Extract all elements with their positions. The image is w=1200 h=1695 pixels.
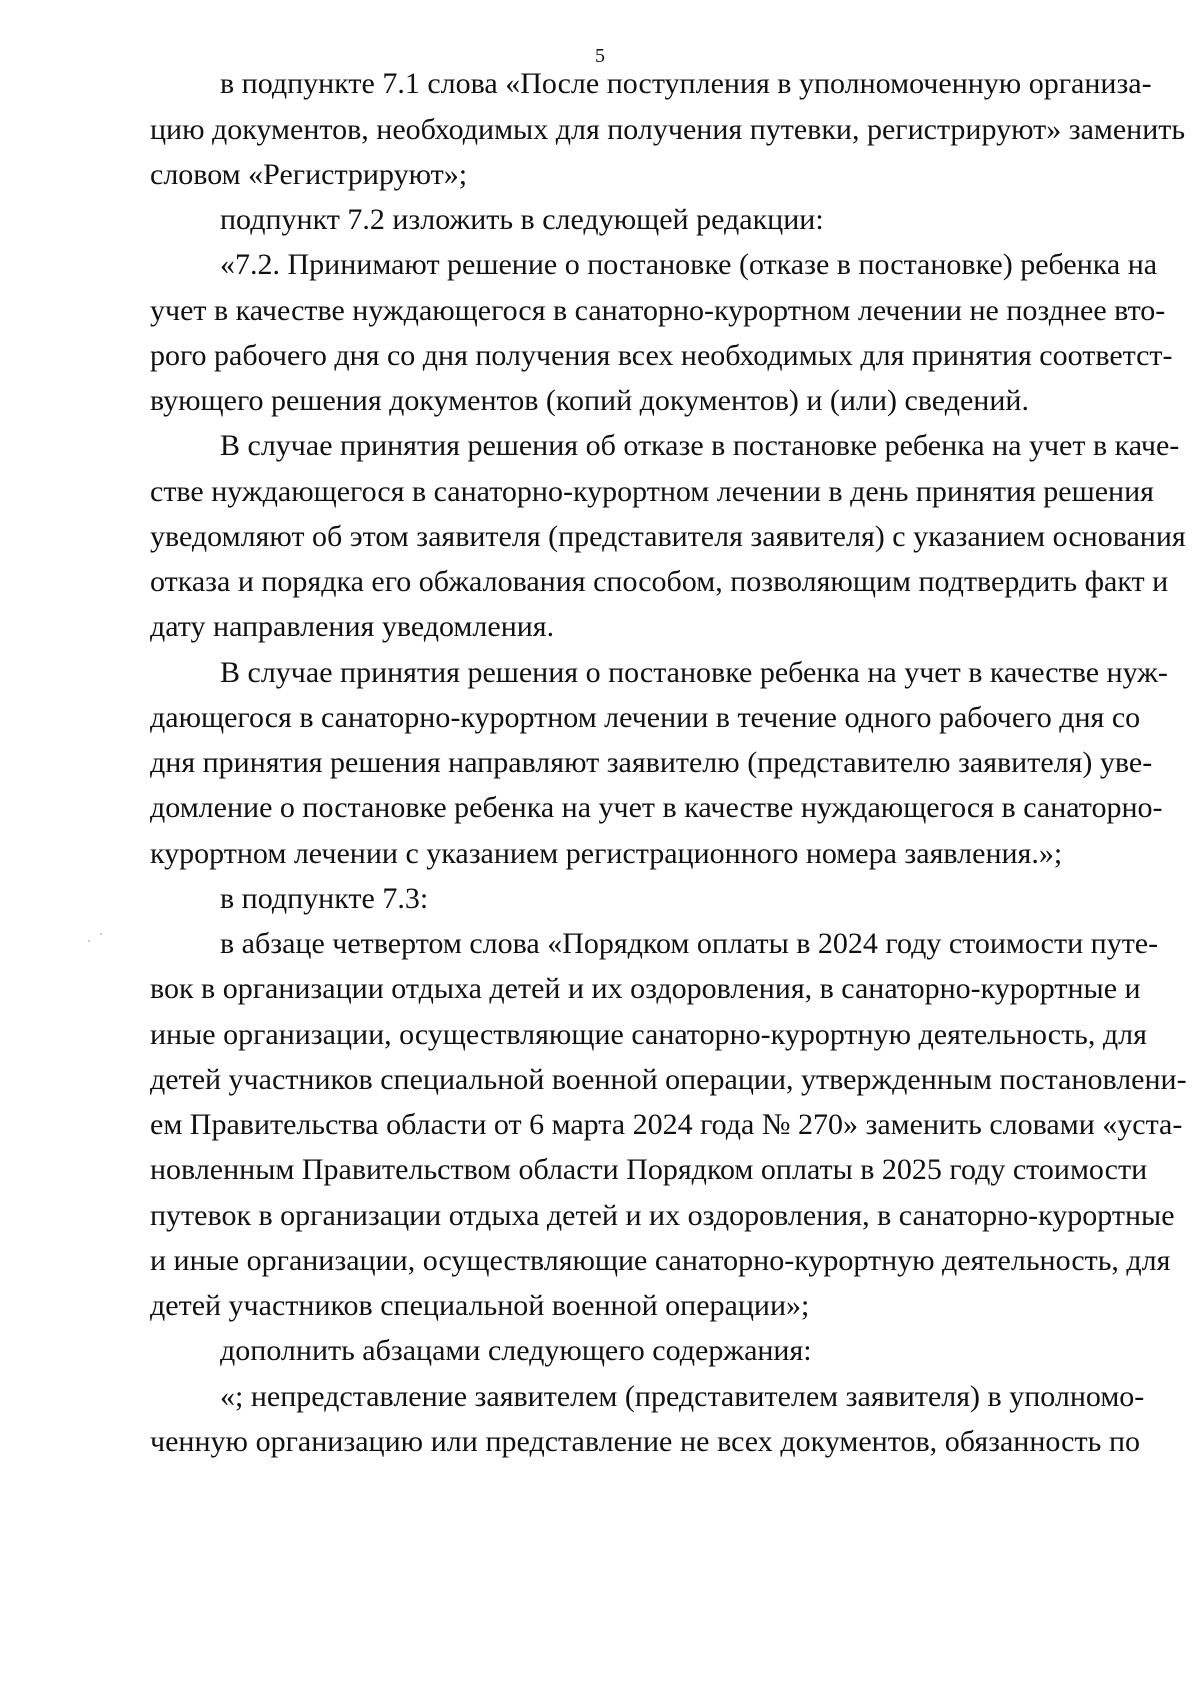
text-line: В случае принятия решения об отказе в постановке ребенка на учет в каче- bbox=[220, 429, 1180, 462]
text-line: ем Правительства области от 6 марта 2024 года № 270» заменить словами «уста- bbox=[150, 1108, 1183, 1141]
text-line: словом «Регистрируют»; bbox=[150, 158, 468, 191]
text-line: вующего решения документов (копий документов) и (или) сведений. bbox=[150, 384, 1029, 417]
text-line: подпункт 7.2 изложить в следующей редакции: bbox=[220, 203, 824, 236]
text-line: ченную организацию или представление не всех документов, обязанность по bbox=[150, 1425, 1140, 1458]
text-line: в подпункте 7.3: bbox=[220, 882, 429, 915]
text-line: путевок в организации отдыха детей и их оздоровления, в санаторно-курортные bbox=[150, 1199, 1175, 1232]
text-line: новленным Правительством области Порядком оплаты в 2025 году стоимости bbox=[150, 1153, 1148, 1186]
text-line: курортном лечении с указанием регистрационного номера заявления.»; bbox=[150, 837, 1063, 870]
text-line: «7.2. Принимают решение о постановке (отказе в постановке) ребенка на bbox=[220, 248, 1158, 281]
text-line: дату направления уведомления. bbox=[150, 610, 555, 643]
text-line: и иные организации, осуществляющие санаторно-курортную деятельность, для bbox=[150, 1244, 1171, 1277]
text-line: учет в качестве нуждающегося в санаторно-курортном лечении не позднее вто- bbox=[150, 294, 1166, 327]
text-line: «; непредставление заявителем (представителем заявителя) в уполномо- bbox=[220, 1380, 1145, 1413]
text-line: отказа и порядка его обжалования способом, позволяющим подтвердить факт и bbox=[150, 565, 1169, 598]
text-line: иные организации, осуществляющие санаторно-курортную деятельность, для bbox=[150, 1018, 1147, 1051]
text-line: домление о постановке ребенка на учет в качестве нуждающегося в санаторно- bbox=[150, 791, 1163, 824]
text-line: в абзаце четвертом слова «Порядком оплаты в 2024 году стоимости путе- bbox=[220, 927, 1159, 960]
text-line: дня принятия решения направляют заявителю (представителю заявителя) уве- bbox=[150, 746, 1153, 779]
scan-speck bbox=[88, 940, 90, 942]
text-line: дополнить абзацами следующего содержания: bbox=[220, 1334, 812, 1367]
text-line: детей участников специальной военной операции»; bbox=[150, 1289, 810, 1322]
text-line: вок в организации отдыха детей и их оздоровления, в санаторно-курортные и bbox=[150, 972, 1141, 1005]
text-line: В случае принятия решения о постановке ребенка на учет в качестве нуж- bbox=[220, 656, 1168, 689]
text-line: рого рабочего дня со дня получения всех необходимых для принятия соответст- bbox=[150, 339, 1173, 372]
scan-speck bbox=[100, 933, 102, 935]
text-line: уведомляют об этом заявителя (представителя заявителя) с указанием основания bbox=[150, 520, 1186, 553]
text-line: дающегося в санаторно-курортном лечении в течение одного рабочего дня со bbox=[150, 701, 1141, 734]
page-number: 5 bbox=[595, 45, 605, 67]
text-line: детей участников специальной военной операции, утвержденным постановлени- bbox=[150, 1063, 1187, 1096]
text-line: в подпункте 7.1 слова «После поступления в уполномоченную организа- bbox=[220, 67, 1152, 100]
text-line: стве нуждающегося в санаторно-курортном лечении в день принятия решения bbox=[150, 475, 1154, 508]
text-line: цию документов, необходимых для получения путевки, регистрируют» заменить bbox=[150, 113, 1186, 146]
